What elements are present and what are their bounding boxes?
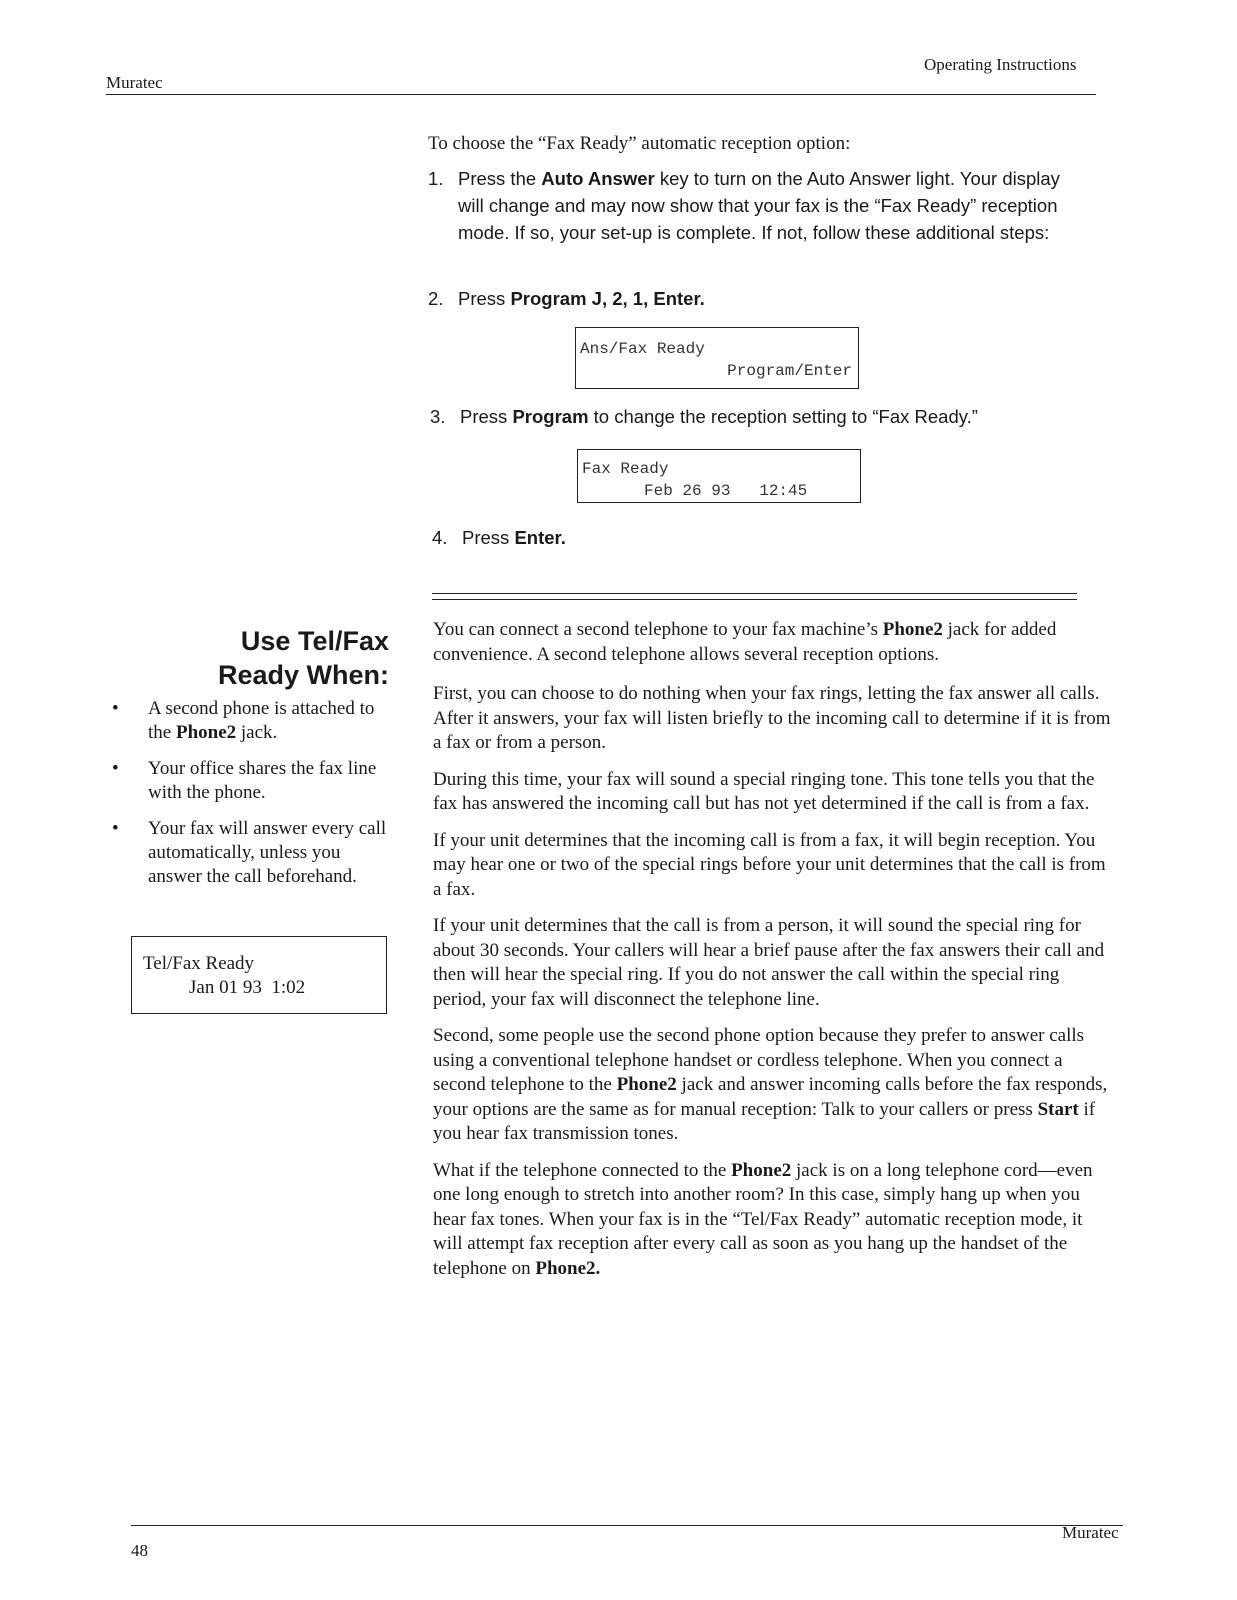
step-number: 2.	[428, 288, 444, 309]
step-number: 3.	[430, 406, 446, 427]
paragraph: If your unit determines that the call is from a person, it will sound the special ring for about 30 seconds. Your callers will hear a brief pause after the fax answers their call and then will hear the special ring. If you do not answer the call within the special ring period, your fax will disconnect the telephone line.	[433, 915, 1105, 1010]
section-divider	[432, 593, 1077, 594]
paragraph: During this time, your fax will sound a special ringing tone. This tone tells you that the fax has answered the incoming call but has not yet determined if the call is from a fax.	[433, 768, 1095, 814]
lcd-line-1: Tel/Fax Ready	[143, 953, 255, 974]
paragraph: You can connect a second telephone to your fax machine’s Phone2 jack for added convenience. A second telephone allows several reception options.	[433, 619, 1057, 665]
section-divider	[432, 599, 1077, 600]
list-item: • A second phone is attached to the Phone2 jack.	[112, 698, 375, 743]
header-rule	[106, 94, 1096, 95]
lcd-line-2: Program/Enter	[727, 362, 852, 380]
intro-text: To choose the “Fax Ready” automatic reception option:	[428, 133, 851, 154]
list-item: • Your fax will answer every call automatically, unless you answer the call beforehand.	[112, 818, 387, 887]
body-text	[433, 618, 1113, 1293]
sidebar-bullet-list	[112, 697, 392, 901]
header-section-title: Operating Instructions	[924, 55, 1077, 74]
header-brand: Muratec	[106, 73, 163, 92]
step-text: Press the Auto Answer key to turn on the Auto Answer light. Your display will change and may now show that your fax is the “Fax Ready” reception mode. If so, your set-up is complete. If not, follow these additional steps:	[458, 168, 1060, 243]
step-text: Press Program to change the reception setting to “Fax Ready.”	[460, 406, 978, 427]
footer-rule	[131, 1525, 1123, 1526]
lcd-display-ans-fax	[575, 327, 859, 389]
step-number: 4.	[432, 527, 448, 548]
page-number: 48	[131, 1541, 148, 1560]
lcd-line-1: Fax Ready	[582, 460, 669, 478]
paragraph: First, you can choose to do nothing when your fax rings, letting the fax answer all calls. After it answers, your fax will listen briefly to the incoming call to determine if it is from a fax or from a person.	[433, 683, 1111, 753]
step-number: 1.	[428, 168, 444, 189]
step-text: Press Enter.	[462, 527, 566, 548]
lcd-display-tel-fax	[131, 936, 387, 1014]
sidebar-heading: Use Tel/Fax Ready When:	[217, 626, 389, 690]
lcd-line-2: Jan 01 93 1:02	[189, 977, 306, 998]
lcd-line-2: Feb 26 93 12:45	[644, 482, 808, 500]
step-text: Press Program J, 2, 1, Enter.	[458, 288, 705, 309]
lcd-line-1: Ans/Fax Ready	[580, 340, 705, 358]
lcd-display-fax-ready	[577, 449, 861, 503]
bullet-icon: •	[112, 698, 119, 719]
bullet-icon: •	[112, 758, 119, 779]
list-item: • Your office shares the fax line with the phone.	[112, 758, 377, 803]
paragraph: What if the telephone connected to the Phone2 jack is on a long telephone cord—even one long enough to stretch into another room? In this case, simply hang up when you hear fax tones. When your fax is in the “Tel/Fax Ready” automatic reception mode, it will attempt fax reception after every call as soon as you hang up the handset of the telephone on Phone2.	[433, 1159, 1093, 1279]
paragraph: Second, some people use the second phone option because they prefer to answer calls using a conventional telephone handset or cordless telephone. When you connect a second telephone to the Phone2 jack and answer incoming calls before the fax responds, your options are the same as for manual reception: Talk to your callers or press Start if you hear fax transmission tones.	[433, 1025, 1108, 1144]
bullet-icon: •	[112, 818, 119, 839]
footer-brand: Muratec	[1062, 1523, 1119, 1542]
paragraph: If your unit determines that the incoming call is from a fax, it will begin reception. You may hear one or two of the special rings before your unit determines that the call is from a fax.	[433, 829, 1106, 900]
